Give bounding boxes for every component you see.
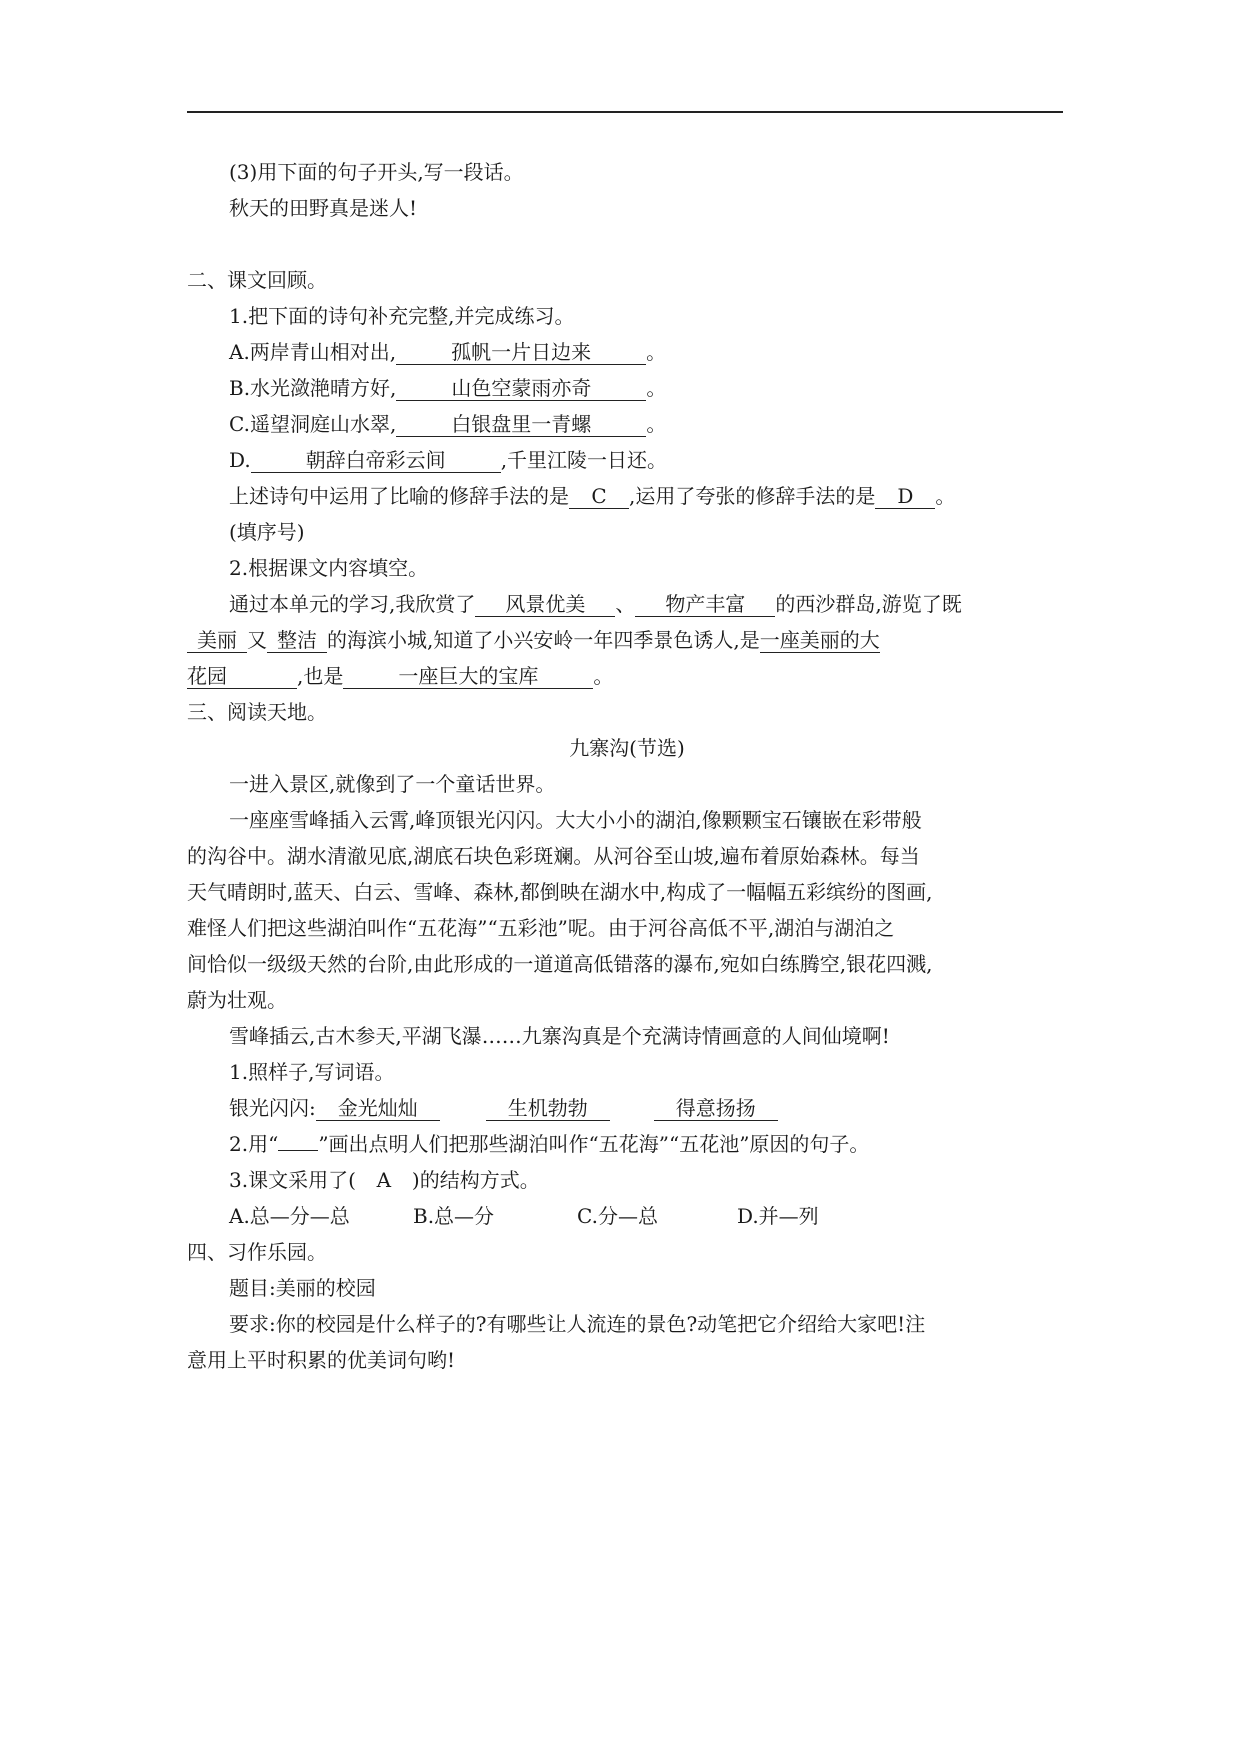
rhetoric-text-3: 。 xyxy=(935,484,956,508)
fill-text-7: 。 xyxy=(593,664,614,688)
poem-b-end: 。 xyxy=(646,376,667,400)
poem-d-answer: 朝辞白帝彩云间 xyxy=(251,448,501,473)
reading-question-1: 1.照样子,写词语。 xyxy=(229,1060,395,1084)
poem-line-d xyxy=(187,442,1067,478)
poem-c-prompt: C.遥望洞庭山水翠, xyxy=(229,412,397,436)
fill-text-5: 的海滨小城,知道了小兴安岭一年四季景色诱人,是 xyxy=(327,628,760,652)
header-rule xyxy=(187,111,1063,113)
fill-answer-4: 整洁 xyxy=(267,628,327,653)
reading-paragraph-2-line: 难怪人们把这些湖泊叫作“五花海”“五彩池”呢。由于河谷高低不平,湖泊与湖泊之 xyxy=(187,916,895,940)
option-d: D.并—列 xyxy=(737,1204,819,1228)
reading-paragraph-2-line: 蔚为壮观。 xyxy=(187,988,287,1012)
reading-paragraph-2-line: 的沟谷中。湖水清澈见底,湖底石块色彩斑斓。从河谷至山坡,遍布着原始森林。每当 xyxy=(187,844,920,868)
rhetoric-question xyxy=(187,478,1067,514)
hyperbole-answer: D xyxy=(875,484,935,509)
reading-paragraph-3: 雪峰插云,古木参天,平湖飞瀑……九寨沟真是个充满诗情画意的人间仙境啊! xyxy=(229,1024,890,1048)
reading-paragraph-2-line: 天气晴朗时,蓝天、白云、雪峰、森林,都倒映在湖水中,构成了一幅幅五彩缤纷的图画, xyxy=(187,880,933,904)
reading-question-2 xyxy=(187,1126,1067,1162)
reading-paragraph-1: 一进入景区,就像到了一个童话世界。 xyxy=(229,772,556,796)
reading-title: 九寨沟(节选) xyxy=(569,736,685,760)
metaphor-answer: C xyxy=(569,484,629,509)
fill-answer-1: 风景优美 xyxy=(475,592,615,617)
rhetoric-text-1: 上述诗句中运用了比喻的修辞手法的是 xyxy=(229,484,569,508)
reading-question-1-answers xyxy=(187,1090,1067,1126)
option-b: B.总—分 xyxy=(413,1204,495,1228)
reading-question-3-text-b: )的结构方式。 xyxy=(411,1168,540,1192)
reading-question-3-options xyxy=(187,1198,1067,1234)
reading-paragraph-2-line: 间恰似一级级天然的台阶,由此形成的一道道高低错落的瀑布,宛如白练腾空,银花四溅, xyxy=(187,952,933,976)
word-answer-3: 得意扬扬 xyxy=(654,1096,778,1121)
question-3-sentence: 秋天的田野真是迷人! xyxy=(229,196,418,220)
word-example: 银光闪闪: xyxy=(229,1096,316,1120)
poem-line-a xyxy=(187,334,1067,370)
fill-text-4: 又 xyxy=(247,628,267,652)
worksheet-page xyxy=(187,154,1067,1378)
reading-question-3 xyxy=(187,1162,1067,1198)
reading-question-2-text-b: ”画出点明人们把那些湖泊叫作“五花海”“五花池”原因的句子。 xyxy=(318,1132,870,1156)
underline-marker xyxy=(278,1150,318,1151)
composition-topic: 题目:美丽的校园 xyxy=(229,1276,376,1300)
fill-text-1: 通过本单元的学习,我欣赏了 xyxy=(229,592,476,616)
poem-d-end: ,千里江陵一日还。 xyxy=(500,448,668,472)
fill-text-6: ,也是 xyxy=(297,664,344,688)
composition-requirement-line-1: 要求:你的校园是什么样子的?有哪些让人流连的景色?动笔把它介绍给大家吧!注 xyxy=(229,1312,926,1336)
fill-answer-5b: 花园 xyxy=(187,664,297,689)
poem-b-prompt: B.水光潋滟晴方好, xyxy=(229,376,397,400)
poem-d-prompt: D. xyxy=(229,448,251,472)
poem-a-end: 。 xyxy=(646,340,667,364)
fill-text-3: 的西沙群岛,游览了既 xyxy=(775,592,962,616)
fill-answer-5a: 一座美丽的大 xyxy=(759,628,880,652)
poem-line-c xyxy=(187,406,1067,442)
composition-requirement-line-2: 意用上平时积累的优美词句哟! xyxy=(187,1348,456,1372)
structure-answer: A xyxy=(376,1168,392,1192)
poem-a-answer: 孤帆一片日边来 xyxy=(396,340,646,365)
fill-paragraph-line-1 xyxy=(187,586,1067,622)
poem-c-answer: 白银盘里一青螺 xyxy=(396,412,646,437)
option-a: A.总—分—总 xyxy=(229,1204,350,1228)
reading-question-3-text-a: 3.课文采用了( xyxy=(229,1168,356,1192)
section-2-heading: 二、课文回顾。 xyxy=(187,268,327,292)
fill-paragraph-line-3 xyxy=(187,658,1067,694)
fill-paragraph-line-2 xyxy=(187,622,1067,658)
rhetoric-text-2: ,运用了夸张的修辞手法的是 xyxy=(629,484,876,508)
section-2-question-2: 2.根据课文内容填空。 xyxy=(229,556,429,580)
fill-answer-2: 物产丰富 xyxy=(635,592,775,617)
fill-text-2: 、 xyxy=(615,592,636,616)
poem-b-answer: 山色空蒙雨亦奇 xyxy=(396,376,646,401)
section-3-heading: 三、阅读天地。 xyxy=(187,700,327,724)
question-3: (3)用下面的句子开头,写一段话。 xyxy=(229,160,524,184)
fill-answer-6: 一座巨大的宝库 xyxy=(343,664,593,689)
word-answer-1: 金光灿灿 xyxy=(316,1096,440,1121)
poem-line-b xyxy=(187,370,1067,406)
reading-paragraph-2-line: 一座座雪峰插入云霄,峰顶银光闪闪。大大小小的湖泊,像颗颗宝石镶嵌在彩带般 xyxy=(229,808,922,832)
reading-question-2-text-a: 2.用“ xyxy=(229,1132,279,1156)
word-answer-2: 生机勃勃 xyxy=(486,1096,610,1121)
section-4-heading: 四、习作乐园。 xyxy=(187,1240,327,1264)
rhetoric-note: (填序号) xyxy=(229,520,305,544)
section-2-question-1: 1.把下面的诗句补充完整,并完成练习。 xyxy=(229,304,575,328)
poem-a-prompt: A.两岸青山相对出, xyxy=(229,340,397,364)
option-c: C.分—总 xyxy=(577,1204,658,1228)
poem-c-end: 。 xyxy=(646,412,667,436)
fill-answer-3: 美丽 xyxy=(187,628,247,653)
